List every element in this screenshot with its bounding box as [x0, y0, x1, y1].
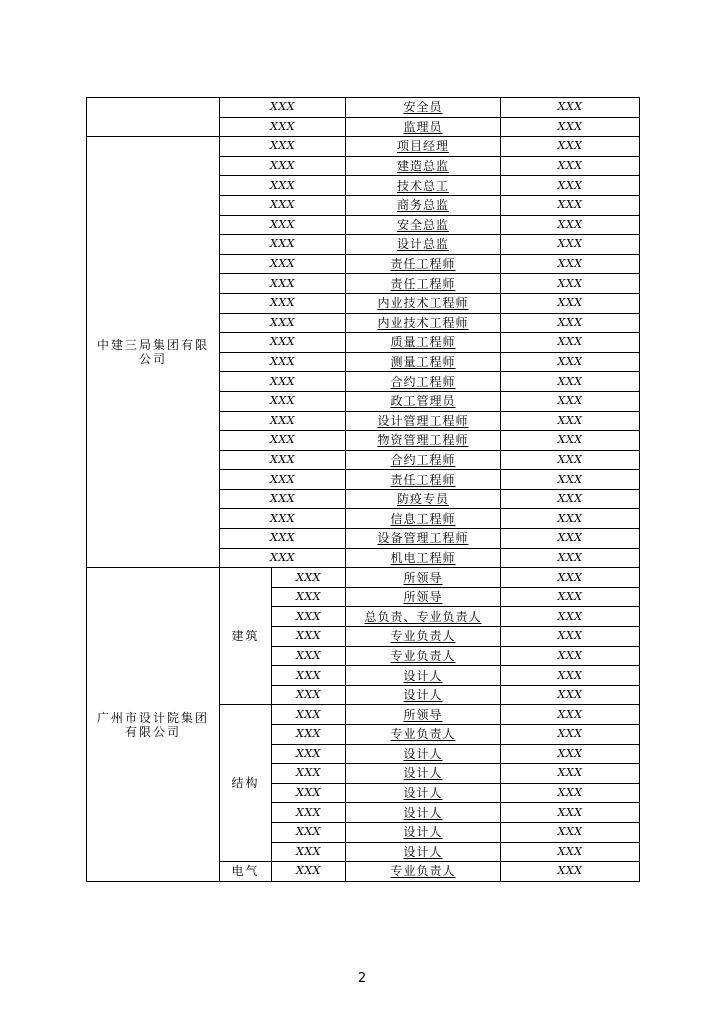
role-cell: [346, 156, 501, 176]
person-name-cell: XXX: [220, 98, 346, 118]
person-name-cell: XXX: [220, 176, 346, 196]
contact-cell: XXX: [501, 744, 640, 764]
person-name-cell: XXX: [220, 274, 346, 294]
contact-cell: XXX: [501, 98, 640, 118]
person-name-cell: XXX: [220, 411, 346, 431]
role-cell: [346, 254, 501, 274]
person-name-cell: XXX: [272, 842, 346, 862]
contact-cell: XXX: [501, 489, 640, 509]
role-cell: [346, 509, 501, 529]
role-text: 设计人: [403, 746, 443, 761]
contact-cell: XXX: [501, 391, 640, 411]
role-cell: [346, 489, 501, 509]
person-name-cell: XXX: [220, 137, 346, 157]
contact-cell: XXX: [501, 822, 640, 842]
role-cell: [346, 705, 501, 725]
contact-cell: XXX: [501, 685, 640, 705]
role-text: 合约工程师: [390, 452, 456, 467]
role-text: 总负责、专业负责人: [364, 609, 482, 624]
role-text: 专业负责人: [390, 648, 456, 663]
contact-cell: XXX: [501, 803, 640, 823]
role-text: 专业负责人: [390, 864, 456, 879]
person-name-cell: XXX: [220, 333, 346, 353]
contact-cell: XXX: [501, 431, 640, 451]
role-cell: [346, 764, 501, 784]
personnel-table: [86, 97, 640, 882]
person-name-cell: XXX: [272, 568, 346, 588]
contact-cell: XXX: [501, 254, 640, 274]
role-text: 所领导: [403, 707, 443, 722]
contact-cell: XXX: [501, 411, 640, 431]
dept-cell-struct: 结构: [220, 705, 272, 862]
role-cell: [346, 313, 501, 333]
person-name-cell: XXX: [220, 313, 346, 333]
person-name-cell: XXX: [272, 822, 346, 842]
org-cell-empty: [87, 98, 220, 137]
contact-cell: XXX: [501, 862, 640, 882]
contact-cell: XXX: [501, 705, 640, 725]
role-cell: [346, 607, 501, 627]
contact-cell: XXX: [501, 587, 640, 607]
contact-cell: XXX: [501, 842, 640, 862]
role-text: 设计人: [403, 825, 443, 840]
contact-cell: XXX: [501, 137, 640, 157]
role-cell: [346, 646, 501, 666]
person-name-cell: XXX: [220, 470, 346, 490]
role-text: 防疫专员: [396, 492, 449, 507]
person-name-cell: XXX: [220, 352, 346, 372]
table-row: [87, 98, 640, 118]
role-cell: [346, 666, 501, 686]
person-name-cell: XXX: [272, 646, 346, 666]
role-cell: [346, 391, 501, 411]
role-cell: [346, 803, 501, 823]
role-text: 责任工程师: [390, 472, 456, 487]
role-cell: [346, 274, 501, 294]
role-text: 机电工程师: [390, 550, 456, 565]
role-text: 设计人: [403, 805, 443, 820]
role-cell: [346, 372, 501, 392]
role-cell: [346, 548, 501, 568]
person-name-cell: XXX: [272, 607, 346, 627]
person-name-cell: XXX: [272, 627, 346, 647]
person-name-cell: XXX: [220, 293, 346, 313]
person-name-cell: XXX: [220, 156, 346, 176]
person-name-cell: XXX: [220, 391, 346, 411]
dept-cell-elec: 电气: [220, 862, 272, 882]
role-cell: [346, 822, 501, 842]
person-name-cell: XXX: [220, 529, 346, 549]
role-cell: [346, 725, 501, 745]
person-name-cell: XXX: [272, 587, 346, 607]
role-cell: [346, 98, 501, 118]
role-text: 所领导: [403, 590, 443, 605]
role-text: 设计人: [403, 688, 443, 703]
contact-cell: XXX: [501, 176, 640, 196]
role-text: 设计总监: [396, 237, 449, 252]
contact-cell: XXX: [501, 313, 640, 333]
role-text: 商务总监: [396, 198, 449, 213]
contact-cell: XXX: [501, 274, 640, 294]
role-cell: [346, 685, 501, 705]
role-cell: [346, 235, 501, 255]
role-text: 设计人: [403, 844, 443, 859]
contact-cell: XXX: [501, 195, 640, 215]
role-text: 设计管理工程师: [377, 413, 469, 428]
role-text: 政工管理员: [390, 394, 456, 409]
person-name-cell: XXX: [220, 509, 346, 529]
role-cell: [346, 195, 501, 215]
role-text: 项目经理: [396, 139, 449, 154]
contact-cell: XXX: [501, 646, 640, 666]
person-name-cell: XXX: [272, 666, 346, 686]
contact-cell: XXX: [501, 352, 640, 372]
contact-cell: XXX: [501, 372, 640, 392]
role-text: 责任工程师: [390, 257, 456, 272]
role-cell: [346, 568, 501, 588]
org-cell-gzdi: 广州市设计院集团有限公司: [87, 568, 220, 882]
contact-cell: XXX: [501, 607, 640, 627]
role-text: 设备管理工程师: [377, 531, 469, 546]
role-text: 安全员: [403, 100, 443, 115]
contact-cell: XXX: [501, 156, 640, 176]
person-name-cell: XXX: [272, 803, 346, 823]
person-name-cell: XXX: [220, 372, 346, 392]
person-name-cell: XXX: [220, 450, 346, 470]
role-cell: [346, 587, 501, 607]
role-cell: [346, 529, 501, 549]
role-cell: [346, 627, 501, 647]
role-text: 专业负责人: [390, 727, 456, 742]
role-text: 建造总监: [396, 159, 449, 174]
role-text: 所领导: [403, 570, 443, 585]
person-name-cell: XXX: [272, 764, 346, 784]
contact-cell: XXX: [501, 117, 640, 137]
role-text: 设计人: [403, 786, 443, 801]
role-text: 技术总工: [396, 178, 449, 193]
role-text: 设计人: [403, 766, 443, 781]
role-text: 设计人: [403, 668, 443, 683]
person-name-cell: XXX: [220, 195, 346, 215]
role-text: 信息工程师: [390, 511, 456, 526]
contact-cell: XXX: [501, 548, 640, 568]
role-text: 合约工程师: [390, 374, 456, 389]
contact-cell: XXX: [501, 235, 640, 255]
role-text: 内业技术工程师: [377, 315, 469, 330]
role-cell: [346, 293, 501, 313]
table-row: [87, 137, 640, 157]
person-name-cell: XXX: [220, 254, 346, 274]
role-cell: [346, 176, 501, 196]
role-text: 物资管理工程师: [377, 433, 469, 448]
person-name-cell: XXX: [272, 862, 346, 882]
role-cell: [346, 333, 501, 353]
person-name-cell: XXX: [272, 685, 346, 705]
contact-cell: XXX: [501, 509, 640, 529]
person-name-cell: XXX: [272, 705, 346, 725]
contact-cell: XXX: [501, 725, 640, 745]
role-text: 专业负责人: [390, 629, 456, 644]
personnel-table-body: [87, 98, 640, 882]
role-text: 测量工程师: [390, 355, 456, 370]
role-cell: [346, 117, 501, 137]
role-cell: [346, 470, 501, 490]
role-text: 内业技术工程师: [377, 296, 469, 311]
contact-cell: XXX: [501, 568, 640, 588]
person-name-cell: XXX: [220, 117, 346, 137]
role-cell: [346, 842, 501, 862]
role-cell: [346, 137, 501, 157]
role-text: 监理员: [403, 119, 443, 134]
page-number: 2: [357, 971, 367, 986]
contact-cell: XXX: [501, 529, 640, 549]
dept-cell-arch: 建筑: [220, 568, 272, 705]
role-cell: [346, 411, 501, 431]
role-cell: [346, 744, 501, 764]
role-text: 责任工程师: [390, 276, 456, 291]
contact-cell: XXX: [501, 215, 640, 235]
person-name-cell: XXX: [220, 489, 346, 509]
contact-cell: XXX: [501, 333, 640, 353]
role-cell: [346, 450, 501, 470]
contact-cell: XXX: [501, 450, 640, 470]
person-name-cell: XXX: [272, 744, 346, 764]
org-cell-cscec: 中建三局集团有限公司: [87, 137, 220, 568]
role-cell: [346, 431, 501, 451]
person-name-cell: XXX: [272, 725, 346, 745]
role-cell: [346, 783, 501, 803]
person-name-cell: XXX: [220, 548, 346, 568]
person-name-cell: XXX: [220, 215, 346, 235]
person-name-cell: XXX: [272, 783, 346, 803]
contact-cell: XXX: [501, 783, 640, 803]
contact-cell: XXX: [501, 764, 640, 784]
role-cell: [346, 352, 501, 372]
role-cell: [346, 862, 501, 882]
role-cell: [346, 215, 501, 235]
table-row: [87, 568, 640, 588]
person-name-cell: XXX: [220, 235, 346, 255]
contact-cell: XXX: [501, 470, 640, 490]
role-text: 安全总监: [396, 217, 449, 232]
contact-cell: XXX: [501, 627, 640, 647]
person-name-cell: XXX: [220, 431, 346, 451]
contact-cell: XXX: [501, 293, 640, 313]
role-text: 质量工程师: [390, 335, 456, 350]
contact-cell: XXX: [501, 666, 640, 686]
